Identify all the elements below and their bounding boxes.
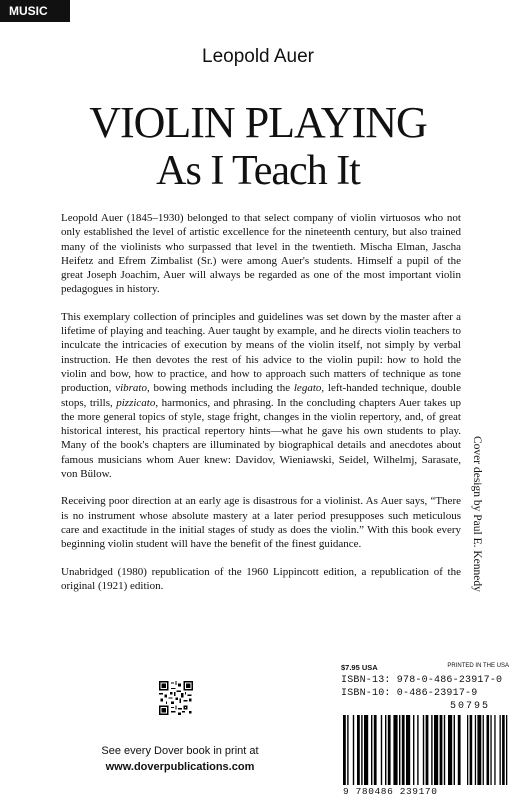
footer-note: See every Dover book in print at [101,745,259,757]
qr-code [159,681,193,715]
barcode-panel [337,659,516,800]
text-run: , left-handed technique, double stops, trills, [61,382,461,409]
printed-in-label: PRINTED IN THE USA [447,663,509,669]
italic-term: pizzicato [116,396,156,409]
barcode-digits: 9 780486 239170 [343,786,438,797]
publisher-website: www.doverpublications.com [105,761,255,773]
italic-term: vibrato [115,382,147,395]
text-run: , bowing methods including the [146,382,294,395]
book-title: VIOLIN PLAYING [89,98,427,147]
description-paragraph-4: Unabridged (1980) republication of the 1960 Lippincott edition, a republication of the original (1921) edition. [61,565,461,592]
description-paragraph-1: Leopold Auer (1845–1930) belonged to that select company of violin virtuosos who not only established the level of artistic excellence for the nineteenth century, but also trained many of the violinists who surpassed that level in the twentieth. Mischa Elman, Jascha Heifetz and Efrem Zimbalist (Sr.) were among Auer's students. Himself a pupil of the great Joseph Joachim, Auer will always be regarded as one of the most important violin pedagogues in history. [61,212,461,296]
isbn-10: ISBN-10: 0-486-23917-9 [341,688,478,699]
price-label: $7.95 USA [341,663,378,672]
cover-credit: Cover design by Paul E. Kennedy [471,436,483,592]
description-paragraph-3: Receiving poor direction at an early age is disastrous for a violinist. As Auer says, “There is no instrument whose absolute mastery at a later period presupposes such meticulous care and exactitude in the initial stages of study as does the violin.” With this book every beginning violin student will have the benefit of the finest guidance. [61,495,461,551]
book-subtitle: As I Teach It [156,148,360,194]
category-label: MUSIC [0,0,70,22]
text-run: This exemplary collection of principles and guidelines was set down by the master after a lifetime of playing and teaching. Auer taught by example, and he directs violin teachers to inculcate the intricacies of execution by means of the violin itself, not simply by verbal instruction. He then devotes the rest of his advice to the violin pupil: how to hold the violin and bow, how to practice, and how to approach such matters of technique as tone production, [61,310,461,395]
text-run: , harmonics, and phrasing. In the concluding chapters Auer takes up the more general topics of style, stage fright, changes in the violin repertory, and, of great historical interest, his practical repertory hints—what he gave his own students to play. Many of the book's chapters are illuminated by biographical details and anecdotes about famous musicians whom Auer knew: Davidov, Wieniawski, Seidel, Wilhelmj, Sarasate, von Bülow. [61,396,461,481]
isbn-13: ISBN-13: 978-0-486-23917-0 [341,675,503,686]
barcode [341,715,509,787]
italic-term: legato [293,382,322,395]
author-name: Leopold Auer [202,46,314,67]
description [61,211,461,606]
description-paragraph-2 [61,310,461,482]
supplement-code: 50795 [450,701,491,712]
